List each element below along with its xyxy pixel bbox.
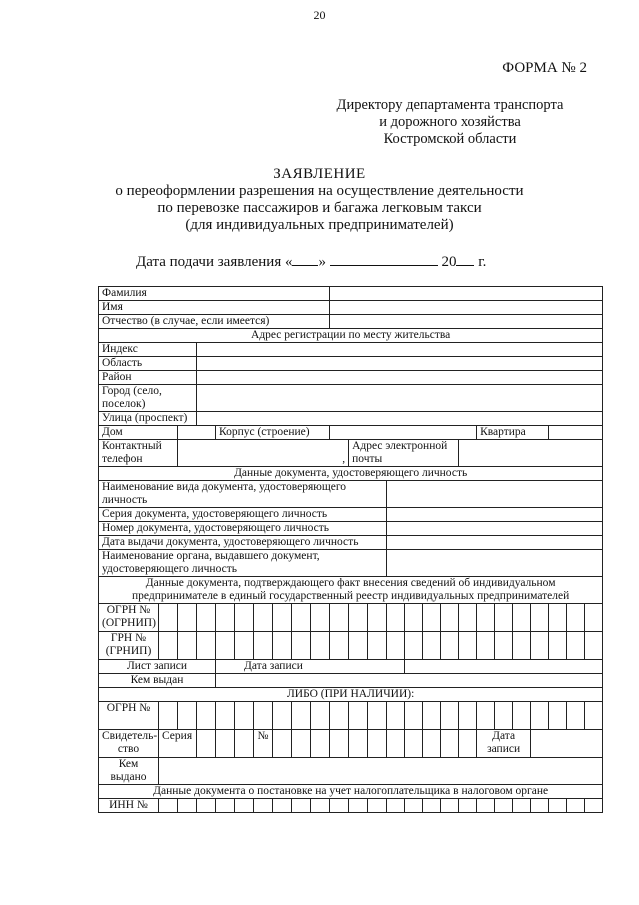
year-prefix: 20	[441, 254, 457, 270]
year-blank[interactable]	[456, 253, 474, 266]
house-label: Дом	[99, 426, 178, 440]
record-date-cell[interactable]	[216, 660, 405, 674]
digit-cell[interactable]	[441, 632, 459, 660]
digit-cell[interactable]	[330, 632, 349, 660]
title-heading: ЗАЯВЛЕНИЕ	[273, 166, 366, 182]
identity-section-header: Данные документа, удостоверяющего личность	[99, 467, 603, 481]
digit-cell[interactable]	[235, 604, 254, 632]
digit-cell[interactable]	[441, 799, 459, 813]
tax-section-header: Данные документа о постановке на учет налогоплательщика в налоговом органе	[99, 785, 603, 799]
email-label: Адрес электронной почты	[349, 440, 459, 467]
digit-cell[interactable]	[368, 799, 387, 813]
digit-cell[interactable]	[273, 799, 292, 813]
digit-cell[interactable]	[254, 799, 273, 813]
table-row	[99, 674, 603, 688]
number-sign-label: №	[254, 730, 273, 758]
addressee-line: и дорожного хозяйства	[379, 114, 521, 130]
digit-cell[interactable]	[387, 799, 405, 813]
city-field[interactable]	[197, 385, 603, 412]
phone-field[interactable]	[178, 440, 349, 467]
doc-number-field[interactable]	[387, 522, 603, 536]
digit-cell[interactable]	[585, 632, 603, 660]
digit-cell[interactable]	[330, 702, 349, 730]
digit-cell[interactable]	[311, 799, 330, 813]
building-label: Корпус (строение)	[216, 426, 330, 440]
digit-cell[interactable]	[254, 604, 273, 632]
street-field[interactable]	[197, 412, 603, 426]
digit-cell[interactable]	[423, 799, 441, 813]
digit-cell[interactable]	[311, 632, 330, 660]
building-field[interactable]	[330, 426, 477, 440]
digit-cell[interactable]	[495, 632, 513, 660]
digit-cell[interactable]	[495, 604, 513, 632]
digit-cell[interactable]	[531, 604, 549, 632]
digit-cell[interactable]	[567, 632, 585, 660]
title-line: по перевозке пассажиров и багажа легковым такси	[157, 200, 482, 216]
table-row	[99, 287, 603, 301]
digit-cell[interactable]	[387, 632, 405, 660]
certificate-row	[99, 730, 603, 758]
phone-label: Контактный телефон	[99, 440, 178, 467]
inn-row	[99, 799, 603, 813]
application-form-table	[98, 286, 603, 813]
digit-cell[interactable]	[549, 604, 567, 632]
digit-cell[interactable]	[197, 632, 216, 660]
title-line: о переоформлении разрешения на осуществление деятельности	[115, 183, 524, 199]
digit-cell[interactable]	[495, 702, 513, 730]
digit-cell[interactable]	[273, 730, 292, 758]
digit-cell[interactable]	[197, 702, 216, 730]
name-label: Имя	[99, 301, 330, 315]
cert-date-field[interactable]	[531, 730, 603, 758]
day-blank[interactable]	[292, 253, 318, 266]
addressee-line: Директору департамента транспорта	[336, 97, 564, 113]
egrip-section-header: Данные документа, подтверждающего факт внесения сведений об индивидуальном предпринимателе в единый государственный реестр индивидуальных предпринимателей	[99, 577, 603, 604]
digit-cell[interactable]	[531, 702, 549, 730]
issued-by-2-label: Кем выдано	[99, 758, 159, 785]
digit-cell[interactable]	[513, 702, 531, 730]
digit-cell[interactable]	[197, 730, 216, 758]
digit-cell[interactable]	[330, 730, 349, 758]
digit-cell[interactable]	[513, 632, 531, 660]
submission-date-line	[136, 253, 486, 271]
digit-cell[interactable]	[292, 799, 311, 813]
index-field[interactable]	[197, 343, 603, 357]
form-label: ФОРМА № 2	[502, 60, 587, 76]
table-row	[99, 385, 603, 412]
table-row	[99, 301, 603, 315]
digit-cell[interactable]	[178, 702, 197, 730]
table-row	[99, 758, 603, 785]
record-date-field[interactable]	[405, 660, 603, 674]
doc-type-label: Наименование вида документа, удостоверяющего личность	[99, 481, 387, 508]
digit-cell[interactable]	[405, 730, 423, 758]
digit-cell[interactable]	[159, 799, 178, 813]
digit-cell[interactable]	[216, 799, 235, 813]
digit-cell[interactable]	[349, 632, 368, 660]
doc-issue-date-label: Дата выдачи документа, удостоверяющего личность	[99, 536, 387, 550]
digit-cell[interactable]	[178, 604, 197, 632]
digit-cell[interactable]	[585, 604, 603, 632]
digit-cell[interactable]	[349, 799, 368, 813]
doc-number-label: Номер документа, удостоверяющего личность	[99, 522, 387, 536]
addressee-block	[300, 97, 600, 148]
digit-cell[interactable]	[531, 632, 549, 660]
digit-cell[interactable]	[477, 799, 495, 813]
table-row	[99, 329, 603, 343]
table-row	[99, 481, 603, 508]
digit-cell[interactable]	[459, 799, 477, 813]
doc-issuer-field[interactable]	[387, 550, 603, 577]
digit-cell[interactable]	[159, 632, 178, 660]
digit-cell[interactable]	[459, 702, 477, 730]
table-row	[99, 467, 603, 481]
digit-cell[interactable]	[585, 702, 603, 730]
digit-cell[interactable]	[405, 604, 423, 632]
digit-cell[interactable]	[311, 702, 330, 730]
digit-cell[interactable]	[549, 702, 567, 730]
table-row	[99, 315, 603, 329]
document-title	[0, 166, 639, 234]
ogrn-row	[99, 702, 603, 730]
digit-cell[interactable]	[216, 632, 235, 660]
digit-cell[interactable]	[349, 702, 368, 730]
digit-cell[interactable]	[349, 604, 368, 632]
digit-cell[interactable]	[387, 730, 405, 758]
digit-cell[interactable]	[292, 730, 311, 758]
apartment-field[interactable]	[549, 426, 603, 440]
region-label: Область	[99, 357, 197, 371]
street-label: Улица (проспект)	[99, 412, 197, 426]
digit-cell[interactable]	[477, 702, 495, 730]
digit-cell[interactable]	[292, 702, 311, 730]
record-date-label: Дата записи	[244, 660, 303, 672]
district-field[interactable]	[197, 371, 603, 385]
digit-cell[interactable]	[585, 799, 603, 813]
digit-cell[interactable]	[423, 702, 441, 730]
digit-cell[interactable]	[549, 632, 567, 660]
digit-cell[interactable]	[254, 632, 273, 660]
month-blank[interactable]	[330, 253, 438, 266]
digit-cell[interactable]	[567, 604, 585, 632]
digit-cell[interactable]	[477, 632, 495, 660]
house-field[interactable]	[178, 426, 216, 440]
digit-cell[interactable]	[216, 604, 235, 632]
certificate-label: Свидетель-ство	[99, 730, 159, 758]
digit-cell[interactable]	[235, 702, 254, 730]
digit-cell[interactable]	[368, 730, 387, 758]
digit-cell[interactable]	[292, 604, 311, 632]
region-field[interactable]	[197, 357, 603, 371]
digit-cell[interactable]	[216, 702, 235, 730]
table-row	[99, 357, 603, 371]
inn-label: ИНН №	[99, 799, 159, 813]
table-row	[99, 660, 603, 674]
alternative-header: ЛИБО (ПРИ НАЛИЧИИ):	[99, 688, 603, 702]
digit-cell[interactable]	[459, 730, 477, 758]
table-row	[99, 577, 603, 604]
digit-cell[interactable]	[330, 604, 349, 632]
digit-cell[interactable]	[254, 702, 273, 730]
digit-cell[interactable]	[330, 799, 349, 813]
digit-cell[interactable]	[459, 632, 477, 660]
digit-cell[interactable]	[423, 730, 441, 758]
issued-by-label: Кем выдан	[99, 674, 216, 688]
city-label: Город (село, поселок)	[99, 385, 197, 412]
digit-cell[interactable]	[405, 799, 423, 813]
digit-cell[interactable]	[273, 604, 292, 632]
digit-cell[interactable]	[178, 632, 197, 660]
digit-cell[interactable]	[405, 702, 423, 730]
table-row	[99, 522, 603, 536]
digit-cell[interactable]	[549, 799, 567, 813]
patronymic-label: Отчество (в случае, если имеется)	[99, 315, 330, 329]
table-row	[99, 426, 603, 440]
table-row	[99, 550, 603, 577]
table-row	[99, 412, 603, 426]
table-row	[99, 343, 603, 357]
issued-by-2-field[interactable]	[159, 758, 603, 785]
grnip-label: ГРН № (ГРНИП)	[99, 632, 159, 660]
digit-cell[interactable]	[477, 604, 495, 632]
doc-series-field[interactable]	[387, 508, 603, 522]
table-row	[99, 371, 603, 385]
digit-cell[interactable]	[311, 604, 330, 632]
address-section-header: Адрес регистрации по месту жительства	[99, 329, 603, 343]
doc-issue-date-field[interactable]	[387, 536, 603, 550]
table-row	[99, 536, 603, 550]
doc-series-label: Серия документа, удостоверяющего личность	[99, 508, 387, 522]
digit-cell[interactable]	[423, 632, 441, 660]
patronymic-field[interactable]	[330, 315, 603, 329]
digit-cell[interactable]	[513, 799, 531, 813]
digit-cell[interactable]	[441, 702, 459, 730]
digit-cell[interactable]	[368, 604, 387, 632]
digit-cell[interactable]	[349, 730, 368, 758]
digit-cell[interactable]	[235, 632, 254, 660]
ogrnip-row	[99, 604, 603, 632]
digit-cell[interactable]	[235, 799, 254, 813]
digit-cell[interactable]	[513, 604, 531, 632]
name-field[interactable]	[330, 301, 603, 315]
digit-cell[interactable]	[311, 730, 330, 758]
digit-cell[interactable]	[495, 799, 513, 813]
doc-issuer-label: Наименование органа, выдавшего документ, удостоверяющего личность	[99, 550, 387, 577]
digit-cell[interactable]	[292, 632, 311, 660]
digit-cell[interactable]	[216, 730, 235, 758]
digit-cell[interactable]	[159, 702, 178, 730]
digit-cell[interactable]	[273, 702, 292, 730]
surname-field[interactable]	[330, 287, 603, 301]
digit-cell[interactable]	[197, 604, 216, 632]
ogrn-label: ОГРН №	[99, 702, 159, 730]
title-line: (для индивидуальных предпринимателей)	[185, 217, 454, 233]
date-label: Дата подачи заявления «	[136, 254, 293, 270]
digit-cell[interactable]	[567, 702, 585, 730]
email-field[interactable]	[459, 440, 603, 467]
table-row	[99, 508, 603, 522]
issued-by-field[interactable]	[216, 674, 603, 688]
addressee-line: Костромской области	[383, 131, 517, 147]
table-row	[99, 440, 603, 467]
digit-cell[interactable]	[531, 799, 549, 813]
digit-cell[interactable]	[567, 799, 585, 813]
district-label: Район	[99, 371, 197, 385]
record-sheet-label: Лист записи	[99, 660, 216, 674]
digit-cell[interactable]	[368, 702, 387, 730]
ogrnip-label: ОГРН № (ОГРНИП)	[99, 604, 159, 632]
digit-cell[interactable]	[441, 604, 459, 632]
year-suffix: г.	[478, 254, 487, 270]
digit-cell[interactable]	[405, 632, 423, 660]
surname-label: Фамилия	[99, 287, 330, 301]
digit-cell[interactable]	[441, 730, 459, 758]
table-row	[99, 785, 603, 799]
doc-type-field[interactable]	[387, 481, 603, 508]
digit-cell[interactable]	[423, 604, 441, 632]
series-label: Серия	[159, 730, 197, 758]
digit-cell[interactable]	[235, 730, 254, 758]
index-label: Индекс	[99, 343, 197, 357]
digit-cell[interactable]	[197, 799, 216, 813]
table-row	[99, 688, 603, 702]
digit-cell[interactable]	[387, 604, 405, 632]
digit-cell[interactable]	[459, 604, 477, 632]
digit-cell[interactable]	[387, 702, 405, 730]
grnip-row	[99, 632, 603, 660]
date-quote-close: »	[318, 254, 326, 270]
apartment-label: Квартира	[477, 426, 549, 440]
digit-cell[interactable]	[159, 604, 178, 632]
phone-separator: ,	[342, 453, 346, 465]
digit-cell[interactable]	[368, 632, 387, 660]
digit-cell[interactable]	[273, 632, 292, 660]
page-number: 20	[313, 8, 326, 22]
cert-date-label: Дата записи	[477, 730, 531, 758]
digit-cell[interactable]	[178, 799, 197, 813]
